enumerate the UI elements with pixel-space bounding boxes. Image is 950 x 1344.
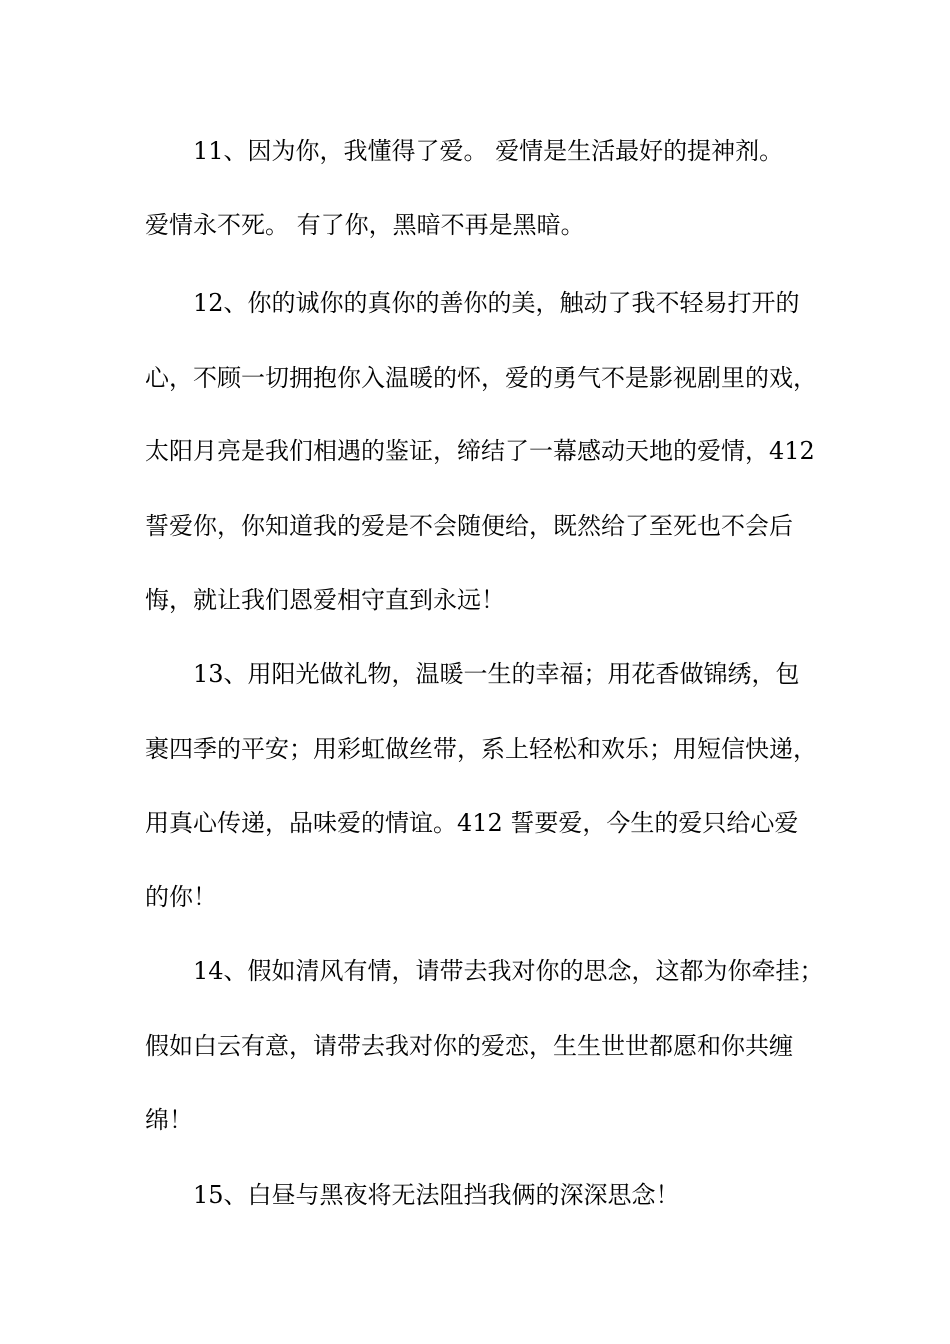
- paragraph-14-line-3: 绵！: [145, 1106, 193, 1134]
- paragraph-13-line-3: 用真心传递，品味爱的情谊。412 誓要爱，今生的爱只给心爱: [145, 809, 799, 837]
- paragraph-13-line-2: 裹四季的平安；用彩虹做丝带，系上轻松和欢乐；用短信快递，: [145, 735, 817, 763]
- paragraph-12-line-3: 太阳月亮是我们相遇的鉴证，缔结了一幕感动天地的爱情，412: [145, 437, 815, 465]
- paragraph-11-line-2: 爱情永不死。 有了你，黑暗不再是黑暗。: [145, 211, 585, 239]
- paragraph-11-line-1: 11、因为你，我懂得了爱。 爱情是生活最好的提神剂。: [193, 137, 784, 165]
- paragraph-14-line-1: 14、假如清风有情，请带去我对你的思念，这都为你牵挂；: [193, 957, 824, 985]
- paragraph-13-line-1: 13、用阳光做礼物，温暖一生的幸福；用花香做锦绣，包: [193, 660, 800, 688]
- paragraph-14-line-2: 假如白云有意，请带去我对你的爱恋，生生世世都愿和你共缠: [145, 1032, 793, 1060]
- paragraph-15-line-1: 15、白昼与黑夜将无法阻挡我俩的深深思念！: [193, 1181, 680, 1209]
- paragraph-12-line-2: 心，不顾一切拥抱你入温暖的怀，爱的勇气不是影视剧里的戏，: [145, 364, 817, 392]
- paragraph-12-line-4: 誓爱你，你知道我的爱是不会随便给，既然给了至死也不会后: [145, 512, 793, 540]
- paragraph-12-line-1: 12、你的诚你的真你的善你的美，触动了我不轻易打开的: [193, 289, 800, 317]
- paragraph-13-line-4: 的你！: [145, 883, 217, 911]
- paragraph-12-line-5: 悔，就让我们恩爱相守直到永远！: [145, 586, 505, 614]
